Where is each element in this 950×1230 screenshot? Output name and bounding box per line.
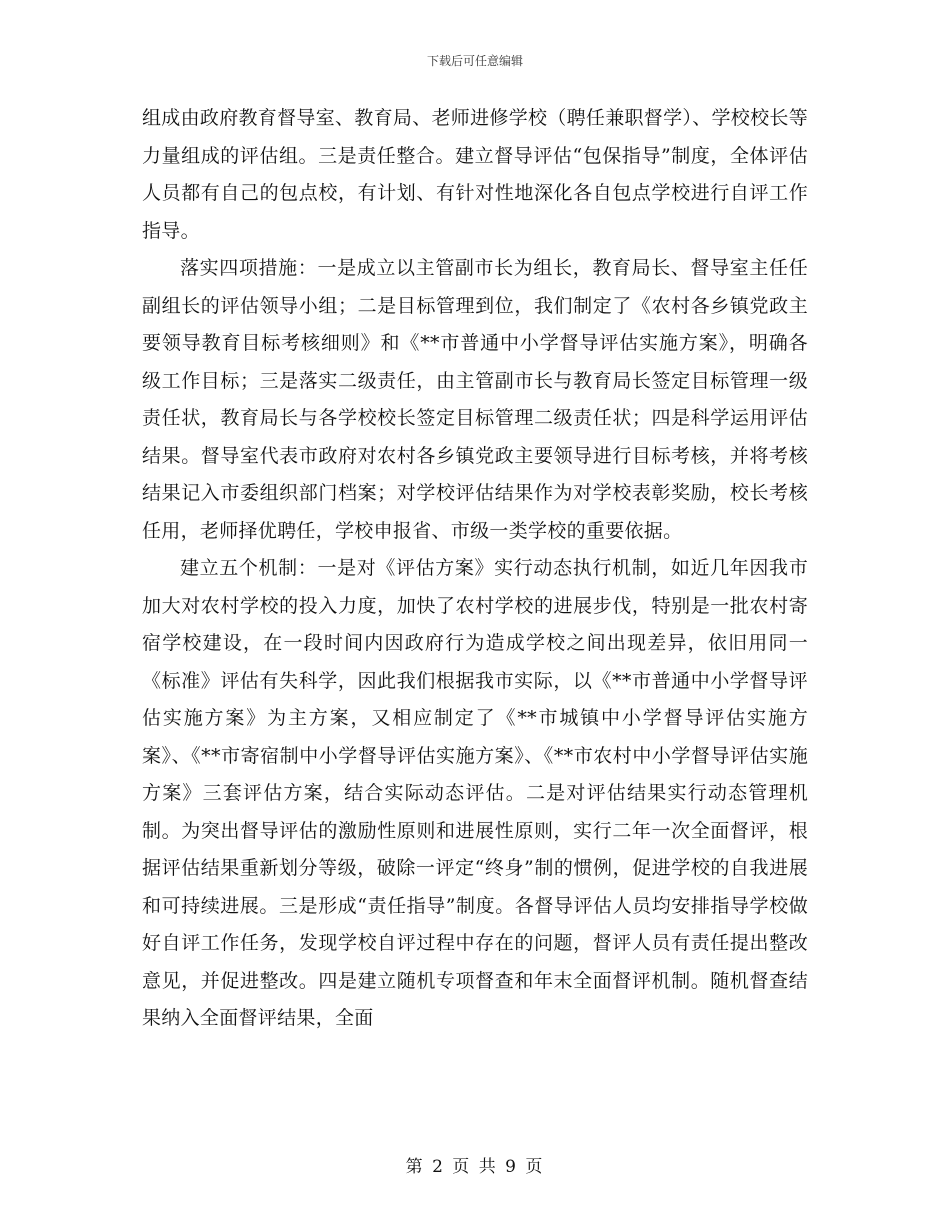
document-body xyxy=(142,100,808,1038)
paragraph-five-mechanisms: 建立五个机制：一是对《评估方案》实行动态执行机制，如近几年因我市加大对农村学校的投入力度，加快了农村学校的进展步伐，特别是一批农村寄宿学校建设，在一段时间内因政府行为造成学校之间出现差异，依旧用同一《标准》评估有失科学，因此我们根据我市实际，以《**市普通中小学督导评估实施方案》为主方案，又相应制定了《**市城镇中小学督导评估实施方案》、《**市寄宿制中小学督导评估实施方案》、《**市农村中小学督导评估实施方案》三套评估方案，结合实际动态评估。二是对评估结果实行动态管理机制。为突出督导评估的激励性原则和进展性原则，实行二年一次全面督评，根据评估结果重新划分等级，破除一评定“终身”制的惯例，促进学校的自我进展和可持续进展。三是形成“责任指导”制度。各督导评估人员均安排指导学校做好自评工作任务，发现学校自评过程中存在的问题，督评人员有责任提出整改意见，并促进整改。四是建立随机专项督查和年末全面督评机制。随机督查结果纳入全面督评结果，全面 xyxy=(142,557,808,1029)
page-header: 下载后可任意编辑 xyxy=(426,54,523,68)
paragraph-four-measures: 落实四项措施：一是成立以主管副市长为组长，教育局长、督导室主任任副组长的评估领导小组；二是目标管理到位，我们制定了《农村各乡镇党政主要领导教育目标考核细则》和《**市普通中小学督导评估实施方案》，明确各级工作目标；三是落实二级责任，由主管副市长与教育局长签定目标管理一级责任状，教育局长与各学校校长签定目标管理二级责任状；四是科学运用评估结果。督导室代表市政府对农村各乡镇党政主要领导进行目标考核，并将考核结果记入市委组织部门档案；对学校评估结果作为对学校表彰奖励，校长考核任用，老师择优聘任，学校申报省、市级一类学校的重要依据。 xyxy=(142,257,808,542)
paragraph-continued: 组成由政府教育督导室、教育局、老师进修学校（聘任兼职督学）、学校校长等力量组成的评估组。三是责任整合。建立督导评估“包保指导”制度，全体评估人员都有自己的包点校，有计划、有针对性地深化各自包点学校进行自评工作指导。 xyxy=(142,107,809,242)
page-number: 第 2 页 共 9 页 xyxy=(405,1157,545,1177)
